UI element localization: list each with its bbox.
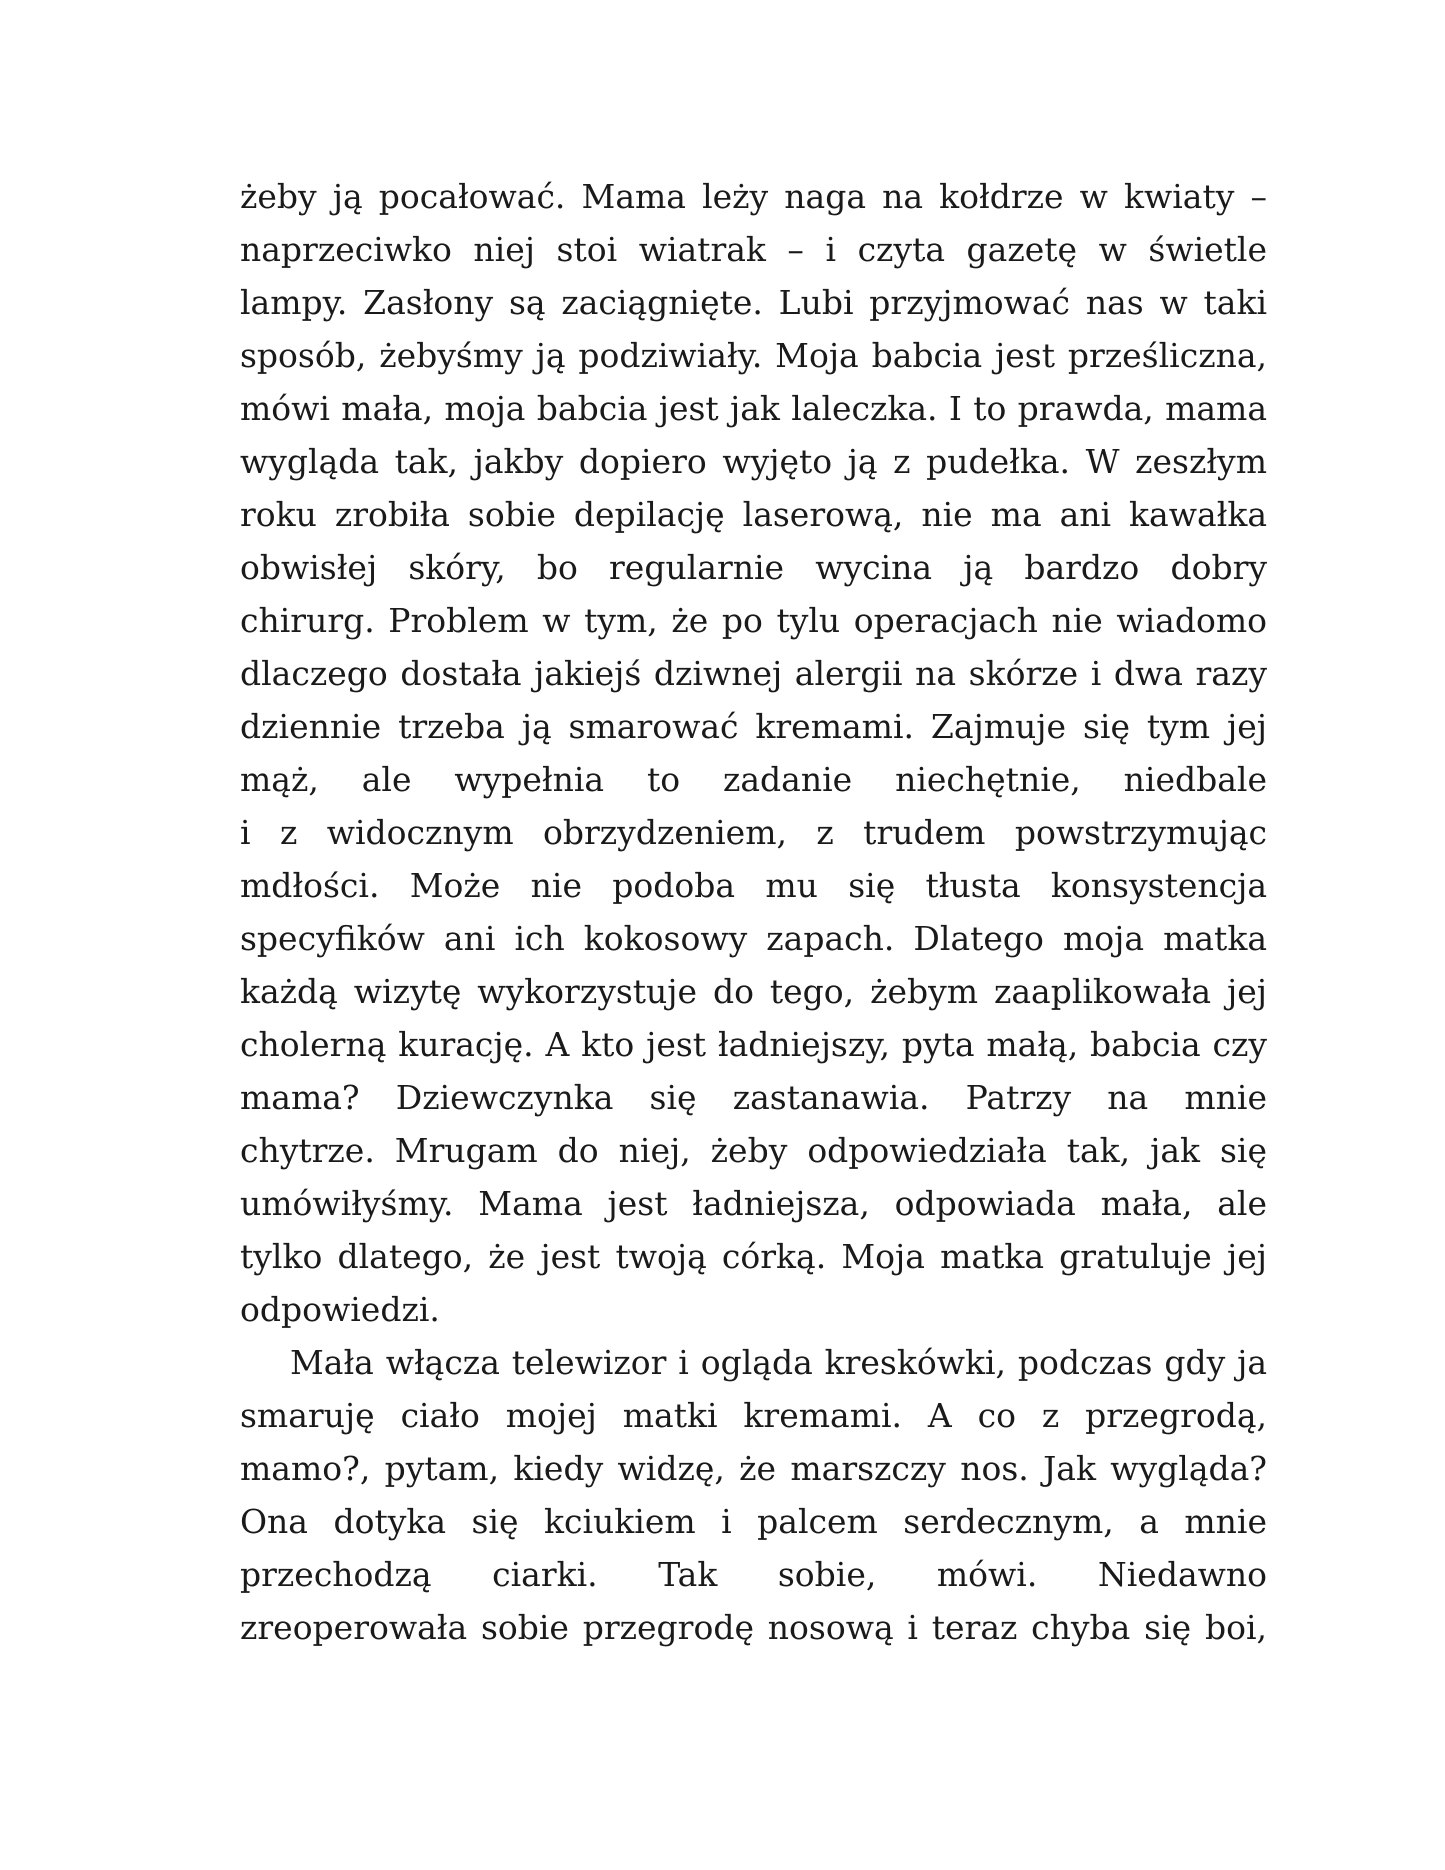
text-line: zreoperowała sobie przegrodę nosową i teraz chyba się boi, bbox=[240, 1608, 1267, 1647]
text-line: każdą wizytę wykorzystuje do tego, żebym zaaplikowała jej bbox=[240, 972, 1267, 1011]
text-line: chytrze. Mrugam do niej, żeby odpowiedziała tak, jak się bbox=[240, 1131, 1267, 1170]
text-line: przechodzą ciarki. Tak sobie, mówi. Niedawno bbox=[240, 1555, 1267, 1594]
text-line: naprzeciwko niej stoi wiatrak – i czyta gazetę w świetle bbox=[240, 230, 1267, 269]
text-line: mówi mała, moja babcia jest jak laleczka. I to prawda, mama bbox=[240, 389, 1267, 428]
text-line: mąż, ale wypełnia to zadanie niechętnie, niedbale bbox=[240, 760, 1267, 799]
text-line: dziennie trzeba ją smarować kremami. Zajmuje się tym jej bbox=[240, 707, 1267, 746]
text-line: mama? Dziewczynka się zastanawia. Patrzy na mnie bbox=[240, 1078, 1267, 1117]
text-line: dlaczego dostała jakiejś dziwnej alergii na skórze i dwa razy bbox=[240, 654, 1267, 693]
text-line: żeby ją pocałować. Mama leży naga na kołdrze w kwiaty – bbox=[240, 177, 1267, 216]
text-line: chirurg. Problem w tym, że po tylu operacjach nie wiadomo bbox=[240, 601, 1267, 640]
text-line: lampy. Zasłony są zaciągnięte. Lubi przyjmować nas w taki bbox=[240, 283, 1267, 322]
text-line: Ona dotyka się kciukiem i palcem serdecznym, a mnie bbox=[240, 1502, 1267, 1541]
page-body bbox=[240, 170, 1267, 1654]
text-line: wygląda tak, jakby dopiero wyjęto ją z pudełka. W zeszłym bbox=[240, 442, 1267, 481]
text-line: Mała włącza telewizor i ogląda kreskówki, podczas gdy ja bbox=[290, 1343, 1267, 1382]
text-line: odpowiedzi. bbox=[240, 1290, 440, 1329]
text-line: umówiłyśmy. Mama jest ładniejsza, odpowiada mała, ale bbox=[240, 1184, 1267, 1223]
text-line: i z widocznym obrzydzeniem, z trudem powstrzymując bbox=[240, 813, 1267, 852]
paragraph-1 bbox=[240, 170, 1267, 1336]
text-line: roku zrobiła sobie depilację laserową, nie ma ani kawałka bbox=[240, 495, 1267, 534]
text-line: specyfików ani ich kokosowy zapach. Dlatego moja matka bbox=[240, 919, 1267, 958]
text-line: mamo?, pytam, kiedy widzę, że marszczy nos. Jak wygląda? bbox=[240, 1449, 1267, 1488]
text-line: mdłości. Może nie podoba mu się tłusta konsystencja bbox=[240, 866, 1267, 905]
paragraph-2 bbox=[240, 1336, 1267, 1654]
text-line: obwisłej skóry, bo regularnie wycina ją bardzo dobry bbox=[240, 548, 1267, 587]
text-line: tylko dlatego, że jest twoją córką. Moja matka gratuluje jej bbox=[240, 1237, 1267, 1276]
text-line: smaruję ciało mojej matki kremami. A co z przegrodą, bbox=[240, 1396, 1267, 1435]
text-line: cholerną kurację. A kto jest ładniejszy, pyta małą, babcia czy bbox=[240, 1025, 1267, 1064]
text-line: sposób, żebyśmy ją podziwiały. Moja babcia jest prześliczna, bbox=[240, 336, 1267, 375]
